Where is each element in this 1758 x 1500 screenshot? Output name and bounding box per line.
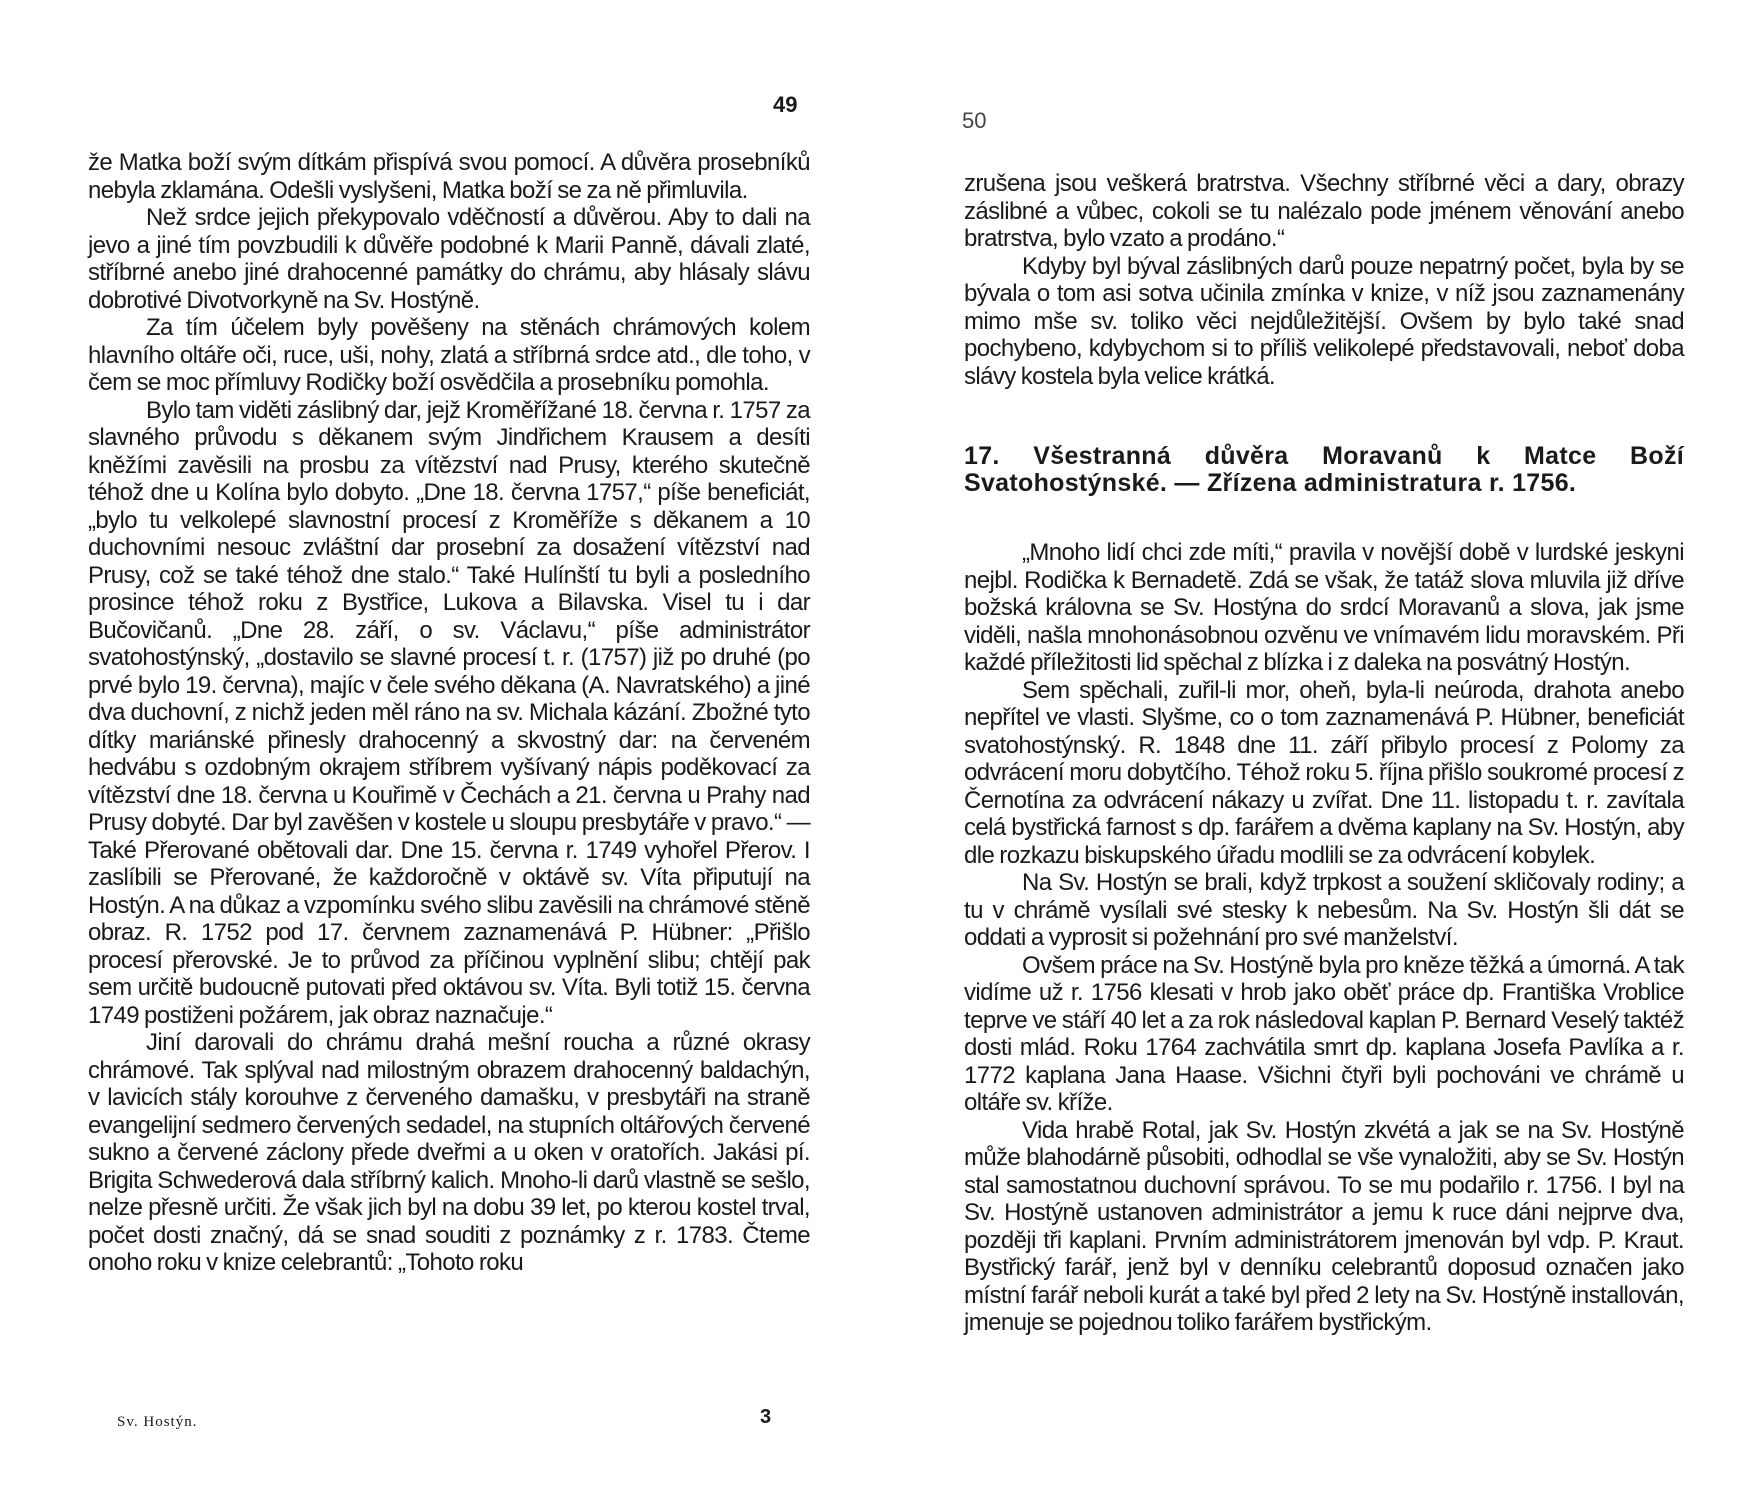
paragraph: Ovšem práce na Sv. Hostýně byla pro kněze těžká a úmorná. A tak vidíme už r. 1756 klesati v hrob jako oběť práce dp. Františka Vroblice teprve ve stáří 40 let a za rok následoval kaplan P. Bernard Veselý taktéž dosti mlád. Roku 1764 zachvátila smrt dp. kaplana Josefa Pavlíka a r. 1772 kaplana Jana Haase. Všichni čtyři byli pochováni ve chrámě u oltáře sv. kříže. bbox=[964, 951, 1684, 1116]
paragraph: Jiní darovali do chrámu drahá mešní roucha a různé okrasy chrámové. Tak splýval nad milostným obrazem drahocenný baldachýn, v lavicích stály korouhve z červeného damašku, v presbytáři na straně evangelijní sedmero červených sedadel, na stupních oltářových červené sukno a červené záclony přede dveřmi a u oken v oratořích. Jakási pí. Brigita Schwederová dala stříbrný kalich. Mnoho-li darů vlastně se sešlo, nelze přesně určiti. Že však jich byl na dobu 39 let, po kterou kostel trval, počet dosti značný, dá se snad souditi z poznámky z r. 1783. Čteme onoho roku v knize celebrantů: „Tohoto roku bbox=[88, 1029, 810, 1276]
signature-mark: 3 bbox=[760, 1406, 772, 1428]
page-number: 50 bbox=[962, 108, 987, 133]
paragraph: Bylo tam viděti záslibný dar, jejž Kroměřížané 18. června r. 1757 za slavného průvodu s děkanem svým Jindřichem Krausem a desíti kněžími zavěsili na prosbu za vítězství nad Prusy, kterého skutečně téhož dne u Kolína bylo dobyto. „Dne 18. června 1757,“ píše beneficiát, „bylo tu velkolepé slavnostní procesí z Kroměříže s děkanem a 10 duchovními nesouc zvláštní dar prosební za dosažení vítězství nad Prusy, což se také téhož dne stalo.“ Také Hulínští tu byli a posledního prosince téhož roku z Bystřice, Lukova a Bilavska. Visel tu i dar Bučovičanů. „Dne 28. září, o sv. Václavu,“ píše administrátor svatohostýnský, „dostavilo se slavné procesí t. r. (1757) již po druhé (po prvé bylo 19. června), majíc v čele svého děkana (A. Navratského) a jiné dva duchovní, z nichž jeden měl ráno na sv. Michala kázání. Zbožné tyto dítky mariánské přinesly drahocenný a skvostný dar: na červeném hedvábu s ozdobným okrajem stříbrem vyšívaný nápis poděkovací za vítězství dne 18. června u Kouřimě v Čechách a 21. června u Prahy nad Prusy dobyté. Dar byl zavěšen v kostele u sloupu presbytáře v pravo.“ — Také Přerované obětovali dar. Dne 15. června r. 1749 vyhořel Přerov. I zaslíbili se Přerované, že každoročně v oktávě sv. Víta připutují na Hostýn. A na důkaz a vzpomínku svého slibu zavěsili na chrámové stěně obraz. R. 1752 pod 17. červnem zaznamenává P. Hübner: „Přišlo procesí přerovské. Je to průvod za příčinou vyplnění slibu; chtějí pak sem určitě budoucně putovati před oktávou sv. Víta. Byli totiž 15. června 1749 postiženi požárem, jak obraz naznačuje.“ bbox=[88, 396, 810, 1029]
right-text-column bbox=[964, 170, 1684, 1337]
paragraph: že Matka boží svým dítkám přispívá svou pomocí. A důvěra prosebníků nebyla zklamána. Odešli vyslyšeni, Matka boží se za ně přimluvila. bbox=[88, 149, 810, 204]
paragraph: Za tím účelem byly pověšeny na stěnách chrámových kolem hlavního oltáře oči, ruce, uši, nohy, zlatá a stříbrná srdce atd., dle toho, v čem se moc přímluvy Rodičky boží osvědčila a prosebníku pomohla. bbox=[88, 314, 810, 396]
paragraph: zrušena jsou veškerá bratrstva. Všechny stříbrné věci a dary, obrazy záslibné a vůbec, cokoli se tu nalézalo pode jménem věnování anebo bratrstva, bylo vzato a prodáno.“ bbox=[964, 170, 1684, 252]
chapter-heading: 17. Všestranná důvěra Moravanů k Matce Boží Svatohostýnské. — Zřízena administratura r. 1756. bbox=[964, 442, 1684, 497]
paragraph: Na Sv. Hostýn se brali, když trpkost a soužení skličovaly rodiny; a tu v chrámě vysílali své stesky k nebesům. Na Sv. Hostýn šli dát se oddati a vyprosit si požehnání pro své manželství. bbox=[964, 869, 1684, 951]
paragraph: „Mnoho lidí chci zde míti,“ pravila v novější době v lurdské jeskyni nejbl. Rodička k Bernadetě. Zdá se však, že tatáž slova mluvila již dříve božská královna se Sv. Hostýna do srdcí Moravanů a slova, jak jsme viděli, našla mnohonásobnou ozvěnu ve vnímavém lidu moravském. Při každé příležitosti lid spěchal z blízka i z daleka na posvátný Hostýn. bbox=[964, 539, 1684, 676]
footer-book-title: Sv. Hostýn. bbox=[117, 1414, 198, 1430]
page-number: 49 bbox=[773, 92, 798, 117]
left-text-column bbox=[88, 149, 810, 1277]
paragraph: Kdyby byl býval záslibných darů pouze nepatrný počet, byla by se bývala o tom asi sotva učinila zmínka v knize, v níž jsou zaznamenány mimo mše sv. toliko věci nejdůležitější. Ovšem by bylo také snad pochybeno, kdybychom si to příliš velikolepé představovali, neboť doba slávy kostela byla velice krátká. bbox=[964, 252, 1684, 390]
paragraph: Vida hrabě Rotal, jak Sv. Hostýn zkvétá a jak se na Sv. Hostýně může blahodárně působiti, odhodlal se vše vynaložiti, aby se Sv. Hostýn stal samostatnou duchovní správou. To se mu podařilo r. 1756. I byl na Sv. Hostýně ustanoven administrátor a jemu k ruce dáni nejprve dva, později tři kaplani. Prvním administrátorem jmenován byl vdp. P. Kraut. Bystřický farář, jenž byl v denníku celebrantů doposud označen jako místní farář neboli kurát a také byl před 2 lety na Sv. Hostýně installován, jmenuje se pojednou toliko farářem bystřickým. bbox=[964, 1116, 1684, 1336]
paragraph: Než srdce jejich překypovalo vděčností a důvěrou. Aby to dali na jevo a jiné tím povzbudili k důvěře podobné k Marii Panně, dávali zlaté, stříbrné anebo jiné drahocenné památky do chrámu, aby hlásaly slávu dobrotivé Divotvorkyně na Sv. Hostýně. bbox=[88, 204, 810, 314]
right-page bbox=[879, 0, 1758, 1500]
paragraph: Sem spěchali, zuřil-li mor, oheň, byla-li neúroda, drahota anebo nepřítel ve vlasti. Slyšme, co o tom zaznamenává P. Hübner, beneficiát svatohostýnský. R. 1848 dne 11. září přibylo procesí z Polomy za odvrácení moru dobytčího. Téhož roku 5. října přišlo soukromé procesí z Černotína za odvrácení nákazy u zvířat. Dne 11. listopadu t. r. zavítala celá bystřická farnost s dp. farářem a dvěma kaplany na Sv. Hostýn, aby dle rozkazu biskupského úřadu modlili se za odvrácení kobylek. bbox=[964, 676, 1684, 869]
